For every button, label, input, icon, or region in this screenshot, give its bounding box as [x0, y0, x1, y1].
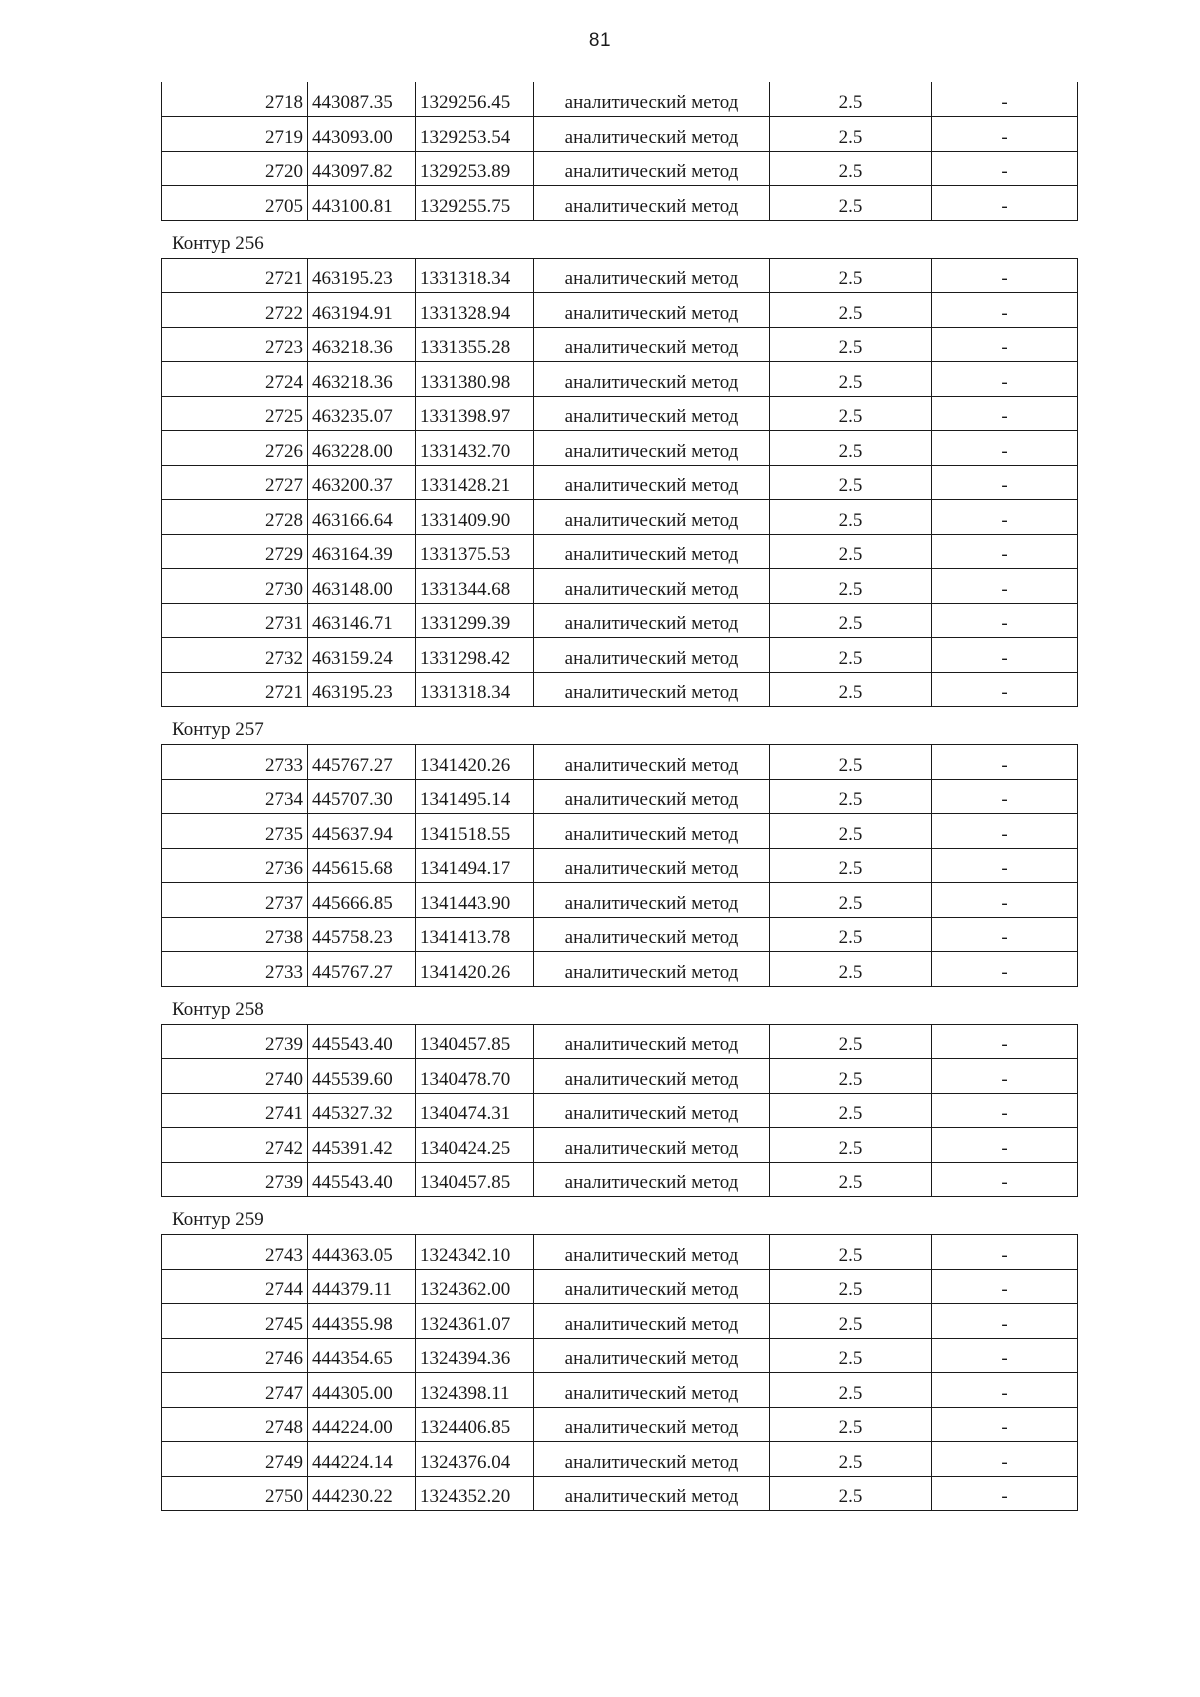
table-row	[162, 779, 1078, 814]
method-cell: аналитический метод	[534, 396, 770, 431]
x-coordinate-cell: 444230.22	[308, 1476, 416, 1511]
description-cell: -	[932, 500, 1078, 535]
point-number-cell: 2727	[162, 465, 308, 500]
table-row	[162, 883, 1078, 918]
method-cell: аналитический метод	[534, 1059, 770, 1094]
method-cell: аналитический метод	[534, 431, 770, 466]
table-row	[162, 534, 1078, 569]
y-coordinate-cell: 1331299.39	[416, 603, 534, 638]
description-cell: -	[932, 117, 1078, 152]
x-coordinate-cell: 463159.24	[308, 638, 416, 673]
point-number-cell: 2729	[162, 534, 308, 569]
accuracy-cell: 2.5	[770, 186, 932, 221]
y-coordinate-cell: 1324398.11	[416, 1373, 534, 1408]
y-coordinate-cell: 1331344.68	[416, 569, 534, 604]
x-coordinate-cell: 444363.05	[308, 1235, 416, 1270]
method-cell: аналитический метод	[534, 1235, 770, 1270]
y-coordinate-cell: 1331380.98	[416, 362, 534, 397]
x-coordinate-cell: 443093.00	[308, 117, 416, 152]
description-cell: -	[932, 465, 1078, 500]
method-cell: аналитический метод	[534, 186, 770, 221]
table-row	[162, 1407, 1078, 1442]
y-coordinate-cell: 1331355.28	[416, 327, 534, 362]
y-coordinate-cell: 1341443.90	[416, 883, 534, 918]
method-cell: аналитический метод	[534, 883, 770, 918]
table-row	[162, 1442, 1078, 1477]
coordinates-table	[161, 1234, 1078, 1511]
method-cell: аналитический метод	[534, 1442, 770, 1477]
method-cell: аналитический метод	[534, 848, 770, 883]
table-row	[162, 327, 1078, 362]
y-coordinate-cell: 1331318.34	[416, 672, 534, 707]
x-coordinate-cell: 445758.23	[308, 917, 416, 952]
table-row	[162, 186, 1078, 221]
accuracy-cell: 2.5	[770, 362, 932, 397]
accuracy-cell: 2.5	[770, 1407, 932, 1442]
x-coordinate-cell: 445767.27	[308, 745, 416, 780]
description-cell: -	[932, 1059, 1078, 1094]
accuracy-cell: 2.5	[770, 258, 932, 293]
point-number-cell: 2742	[162, 1128, 308, 1163]
method-cell: аналитический метод	[534, 603, 770, 638]
accuracy-cell: 2.5	[770, 82, 932, 117]
method-cell: аналитический метод	[534, 917, 770, 952]
x-coordinate-cell: 463146.71	[308, 603, 416, 638]
table-row	[162, 569, 1078, 604]
y-coordinate-cell: 1331318.34	[416, 258, 534, 293]
point-number-cell: 2741	[162, 1093, 308, 1128]
accuracy-cell: 2.5	[770, 293, 932, 328]
point-number-cell: 2736	[162, 848, 308, 883]
point-number-cell: 2722	[162, 293, 308, 328]
description-cell: -	[932, 1235, 1078, 1270]
method-cell: аналитический метод	[534, 82, 770, 117]
table-row	[162, 431, 1078, 466]
description-cell: -	[932, 431, 1078, 466]
y-coordinate-cell: 1324361.07	[416, 1304, 534, 1339]
accuracy-cell: 2.5	[770, 672, 932, 707]
accuracy-cell: 2.5	[770, 465, 932, 500]
table-row	[162, 814, 1078, 849]
description-cell: -	[932, 362, 1078, 397]
point-number-cell: 2744	[162, 1269, 308, 1304]
point-number-cell: 2726	[162, 431, 308, 466]
table-row	[162, 745, 1078, 780]
point-number-cell: 2747	[162, 1373, 308, 1408]
accuracy-cell: 2.5	[770, 1373, 932, 1408]
accuracy-cell: 2.5	[770, 638, 932, 673]
point-number-cell: 2705	[162, 186, 308, 221]
method-cell: аналитический метод	[534, 362, 770, 397]
x-coordinate-cell: 444355.98	[308, 1304, 416, 1339]
table-row	[162, 1476, 1078, 1511]
table-row	[162, 1128, 1078, 1163]
point-number-cell: 2730	[162, 569, 308, 604]
method-cell: аналитический метод	[534, 327, 770, 362]
accuracy-cell: 2.5	[770, 603, 932, 638]
description-cell: -	[932, 534, 1078, 569]
method-cell: аналитический метод	[534, 1093, 770, 1128]
y-coordinate-cell: 1329253.54	[416, 117, 534, 152]
point-number-cell: 2738	[162, 917, 308, 952]
y-coordinate-cell: 1331432.70	[416, 431, 534, 466]
method-cell: аналитический метод	[534, 569, 770, 604]
point-number-cell: 2723	[162, 327, 308, 362]
point-number-cell: 2750	[162, 1476, 308, 1511]
y-coordinate-cell: 1341495.14	[416, 779, 534, 814]
method-cell: аналитический метод	[534, 1024, 770, 1059]
contour-label: Контур 259	[172, 1209, 264, 1230]
description-cell: -	[932, 1269, 1078, 1304]
accuracy-cell: 2.5	[770, 569, 932, 604]
y-coordinate-cell: 1324406.85	[416, 1407, 534, 1442]
accuracy-cell: 2.5	[770, 1093, 932, 1128]
method-cell: аналитический метод	[534, 779, 770, 814]
accuracy-cell: 2.5	[770, 745, 932, 780]
point-number-cell: 2720	[162, 151, 308, 186]
point-number-cell: 2724	[162, 362, 308, 397]
point-number-cell: 2740	[162, 1059, 308, 1094]
x-coordinate-cell: 463218.36	[308, 362, 416, 397]
contour-label: Контур 258	[172, 998, 264, 1020]
method-cell: аналитический метод	[534, 814, 770, 849]
description-cell: -	[932, 151, 1078, 186]
point-number-cell: 2748	[162, 1407, 308, 1442]
method-cell: аналитический метод	[534, 1373, 770, 1408]
description-cell: -	[932, 848, 1078, 883]
coordinates-table	[161, 258, 1078, 708]
x-coordinate-cell: 463200.37	[308, 465, 416, 500]
description-cell: -	[932, 82, 1078, 117]
point-number-cell: 2718	[162, 82, 308, 117]
description-cell: -	[932, 186, 1078, 221]
point-number-cell: 2732	[162, 638, 308, 673]
description-cell: -	[932, 917, 1078, 952]
method-cell: аналитический метод	[534, 1304, 770, 1339]
method-cell: аналитический метод	[534, 1162, 770, 1197]
accuracy-cell: 2.5	[770, 1024, 932, 1059]
method-cell: аналитический метод	[534, 1269, 770, 1304]
point-number-cell: 2721	[162, 672, 308, 707]
point-number-cell: 2725	[162, 396, 308, 431]
description-cell: -	[932, 779, 1078, 814]
description-cell: -	[932, 745, 1078, 780]
description-cell: -	[932, 1162, 1078, 1197]
description-cell: -	[932, 952, 1078, 987]
accuracy-cell: 2.5	[770, 848, 932, 883]
accuracy-cell: 2.5	[770, 1128, 932, 1163]
method-cell: аналитический метод	[534, 465, 770, 500]
x-coordinate-cell: 445707.30	[308, 779, 416, 814]
accuracy-cell: 2.5	[770, 534, 932, 569]
method-cell: аналитический метод	[534, 1476, 770, 1511]
method-cell: аналитический метод	[534, 534, 770, 569]
y-coordinate-cell: 1331328.94	[416, 293, 534, 328]
description-cell: -	[932, 603, 1078, 638]
table-row	[162, 1024, 1078, 1059]
table-row	[162, 293, 1078, 328]
y-coordinate-cell: 1329256.45	[416, 82, 534, 117]
method-cell: аналитический метод	[534, 1407, 770, 1442]
point-number-cell: 2745	[162, 1304, 308, 1339]
point-number-cell: 2737	[162, 883, 308, 918]
description-cell: -	[932, 814, 1078, 849]
accuracy-cell: 2.5	[770, 1059, 932, 1094]
coordinates-document	[161, 82, 1077, 1511]
description-cell: -	[932, 258, 1078, 293]
y-coordinate-cell: 1340474.31	[416, 1093, 534, 1128]
y-coordinate-cell: 1331298.42	[416, 638, 534, 673]
accuracy-cell: 2.5	[770, 431, 932, 466]
y-coordinate-cell: 1341420.26	[416, 952, 534, 987]
method-cell: аналитический метод	[534, 1128, 770, 1163]
y-coordinate-cell: 1324352.20	[416, 1476, 534, 1511]
description-cell: -	[932, 327, 1078, 362]
description-cell: -	[932, 638, 1078, 673]
x-coordinate-cell: 463195.23	[308, 672, 416, 707]
y-coordinate-cell: 1340457.85	[416, 1024, 534, 1059]
description-cell: -	[932, 672, 1078, 707]
x-coordinate-cell: 445637.94	[308, 814, 416, 849]
method-cell: аналитический метод	[534, 638, 770, 673]
table-row	[162, 362, 1078, 397]
accuracy-cell: 2.5	[770, 327, 932, 362]
description-cell: -	[932, 1024, 1078, 1059]
y-coordinate-cell: 1331428.21	[416, 465, 534, 500]
y-coordinate-cell: 1329255.75	[416, 186, 534, 221]
description-cell: -	[932, 1476, 1078, 1511]
x-coordinate-cell: 463164.39	[308, 534, 416, 569]
x-coordinate-cell: 463228.00	[308, 431, 416, 466]
x-coordinate-cell: 463194.91	[308, 293, 416, 328]
table-row	[162, 1059, 1078, 1094]
description-cell: -	[932, 1304, 1078, 1339]
table-row	[162, 82, 1078, 117]
description-cell: -	[932, 293, 1078, 328]
y-coordinate-cell: 1340424.25	[416, 1128, 534, 1163]
y-coordinate-cell: 1331398.97	[416, 396, 534, 431]
x-coordinate-cell: 463195.23	[308, 258, 416, 293]
table-row	[162, 952, 1078, 987]
point-number-cell: 2739	[162, 1024, 308, 1059]
description-cell: -	[932, 569, 1078, 604]
y-coordinate-cell: 1324342.10	[416, 1235, 534, 1270]
y-coordinate-cell: 1341518.55	[416, 814, 534, 849]
description-cell: -	[932, 1093, 1078, 1128]
x-coordinate-cell: 445666.85	[308, 883, 416, 918]
x-coordinate-cell: 445391.42	[308, 1128, 416, 1163]
description-cell: -	[932, 1407, 1078, 1442]
x-coordinate-cell: 443100.81	[308, 186, 416, 221]
description-cell: -	[932, 1373, 1078, 1408]
x-coordinate-cell: 445543.40	[308, 1162, 416, 1197]
point-number-cell: 2733	[162, 952, 308, 987]
x-coordinate-cell: 444305.00	[308, 1373, 416, 1408]
point-number-cell: 2739	[162, 1162, 308, 1197]
y-coordinate-cell: 1340478.70	[416, 1059, 534, 1094]
x-coordinate-cell: 445327.32	[308, 1093, 416, 1128]
point-number-cell: 2728	[162, 500, 308, 535]
table-row	[162, 500, 1078, 535]
x-coordinate-cell: 445615.68	[308, 848, 416, 883]
page-number: 81	[588, 30, 612, 51]
method-cell: аналитический метод	[534, 293, 770, 328]
y-coordinate-cell: 1331375.53	[416, 534, 534, 569]
accuracy-cell: 2.5	[770, 1269, 932, 1304]
point-number-cell: 2734	[162, 779, 308, 814]
point-number-cell: 2731	[162, 603, 308, 638]
method-cell: аналитический метод	[534, 1338, 770, 1373]
point-number-cell: 2746	[162, 1338, 308, 1373]
y-coordinate-cell: 1324394.36	[416, 1338, 534, 1373]
table-row	[162, 1093, 1078, 1128]
table-row	[162, 258, 1078, 293]
table-row	[162, 1304, 1078, 1339]
table-row	[162, 1162, 1078, 1197]
x-coordinate-cell: 444354.65	[308, 1338, 416, 1373]
x-coordinate-cell: 445543.40	[308, 1024, 416, 1059]
contour-label: Контур 256	[172, 232, 264, 254]
accuracy-cell: 2.5	[770, 117, 932, 152]
accuracy-cell: 2.5	[770, 1476, 932, 1511]
x-coordinate-cell: 463235.07	[308, 396, 416, 431]
table-row	[162, 117, 1078, 152]
method-cell: аналитический метод	[534, 952, 770, 987]
table-row	[162, 848, 1078, 883]
y-coordinate-cell: 1341413.78	[416, 917, 534, 952]
table-row	[162, 603, 1078, 638]
coordinates-table	[161, 1024, 1078, 1198]
y-coordinate-cell: 1341494.17	[416, 848, 534, 883]
table-row	[162, 465, 1078, 500]
y-coordinate-cell: 1341420.26	[416, 745, 534, 780]
method-cell: аналитический метод	[534, 117, 770, 152]
table-row	[162, 396, 1078, 431]
method-cell: аналитический метод	[534, 672, 770, 707]
method-cell: аналитический метод	[534, 258, 770, 293]
accuracy-cell: 2.5	[770, 396, 932, 431]
accuracy-cell: 2.5	[770, 500, 932, 535]
accuracy-cell: 2.5	[770, 1162, 932, 1197]
table-row	[162, 638, 1078, 673]
table-row	[162, 917, 1078, 952]
x-coordinate-cell: 463218.36	[308, 327, 416, 362]
method-cell: аналитический метод	[534, 151, 770, 186]
coordinates-table	[161, 744, 1078, 987]
y-coordinate-cell: 1324376.04	[416, 1442, 534, 1477]
point-number-cell: 2735	[162, 814, 308, 849]
y-coordinate-cell: 1331409.90	[416, 500, 534, 535]
contour-label: Контур 257	[172, 719, 264, 740]
x-coordinate-cell: 444224.00	[308, 1407, 416, 1442]
point-number-cell: 2721	[162, 258, 308, 293]
x-coordinate-cell: 444379.11	[308, 1269, 416, 1304]
description-cell: -	[932, 396, 1078, 431]
x-coordinate-cell: 445767.27	[308, 952, 416, 987]
table-row	[162, 1235, 1078, 1270]
point-number-cell: 2749	[162, 1442, 308, 1477]
accuracy-cell: 2.5	[770, 917, 932, 952]
method-cell: аналитический метод	[534, 745, 770, 780]
point-number-cell: 2743	[162, 1235, 308, 1270]
description-cell: -	[932, 1442, 1078, 1477]
accuracy-cell: 2.5	[770, 1442, 932, 1477]
description-cell: -	[932, 1338, 1078, 1373]
description-cell: -	[932, 883, 1078, 918]
table-row	[162, 1269, 1078, 1304]
x-coordinate-cell: 443097.82	[308, 151, 416, 186]
table-row	[162, 1373, 1078, 1408]
point-number-cell: 2733	[162, 745, 308, 780]
accuracy-cell: 2.5	[770, 1235, 932, 1270]
accuracy-cell: 2.5	[770, 1304, 932, 1339]
accuracy-cell: 2.5	[770, 883, 932, 918]
table-row	[162, 151, 1078, 186]
y-coordinate-cell: 1340457.85	[416, 1162, 534, 1197]
x-coordinate-cell: 444224.14	[308, 1442, 416, 1477]
y-coordinate-cell: 1329253.89	[416, 151, 534, 186]
coordinates-table	[161, 82, 1078, 221]
accuracy-cell: 2.5	[770, 1338, 932, 1373]
description-cell: -	[932, 1128, 1078, 1163]
point-number-cell: 2719	[162, 117, 308, 152]
accuracy-cell: 2.5	[770, 814, 932, 849]
x-coordinate-cell: 463166.64	[308, 500, 416, 535]
y-coordinate-cell: 1324362.00	[416, 1269, 534, 1304]
table-row	[162, 1338, 1078, 1373]
accuracy-cell: 2.5	[770, 779, 932, 814]
x-coordinate-cell: 445539.60	[308, 1059, 416, 1094]
accuracy-cell: 2.5	[770, 151, 932, 186]
x-coordinate-cell: 463148.00	[308, 569, 416, 604]
method-cell: аналитический метод	[534, 500, 770, 535]
x-coordinate-cell: 443087.35	[308, 82, 416, 117]
accuracy-cell: 2.5	[770, 952, 932, 987]
table-row	[162, 672, 1078, 707]
